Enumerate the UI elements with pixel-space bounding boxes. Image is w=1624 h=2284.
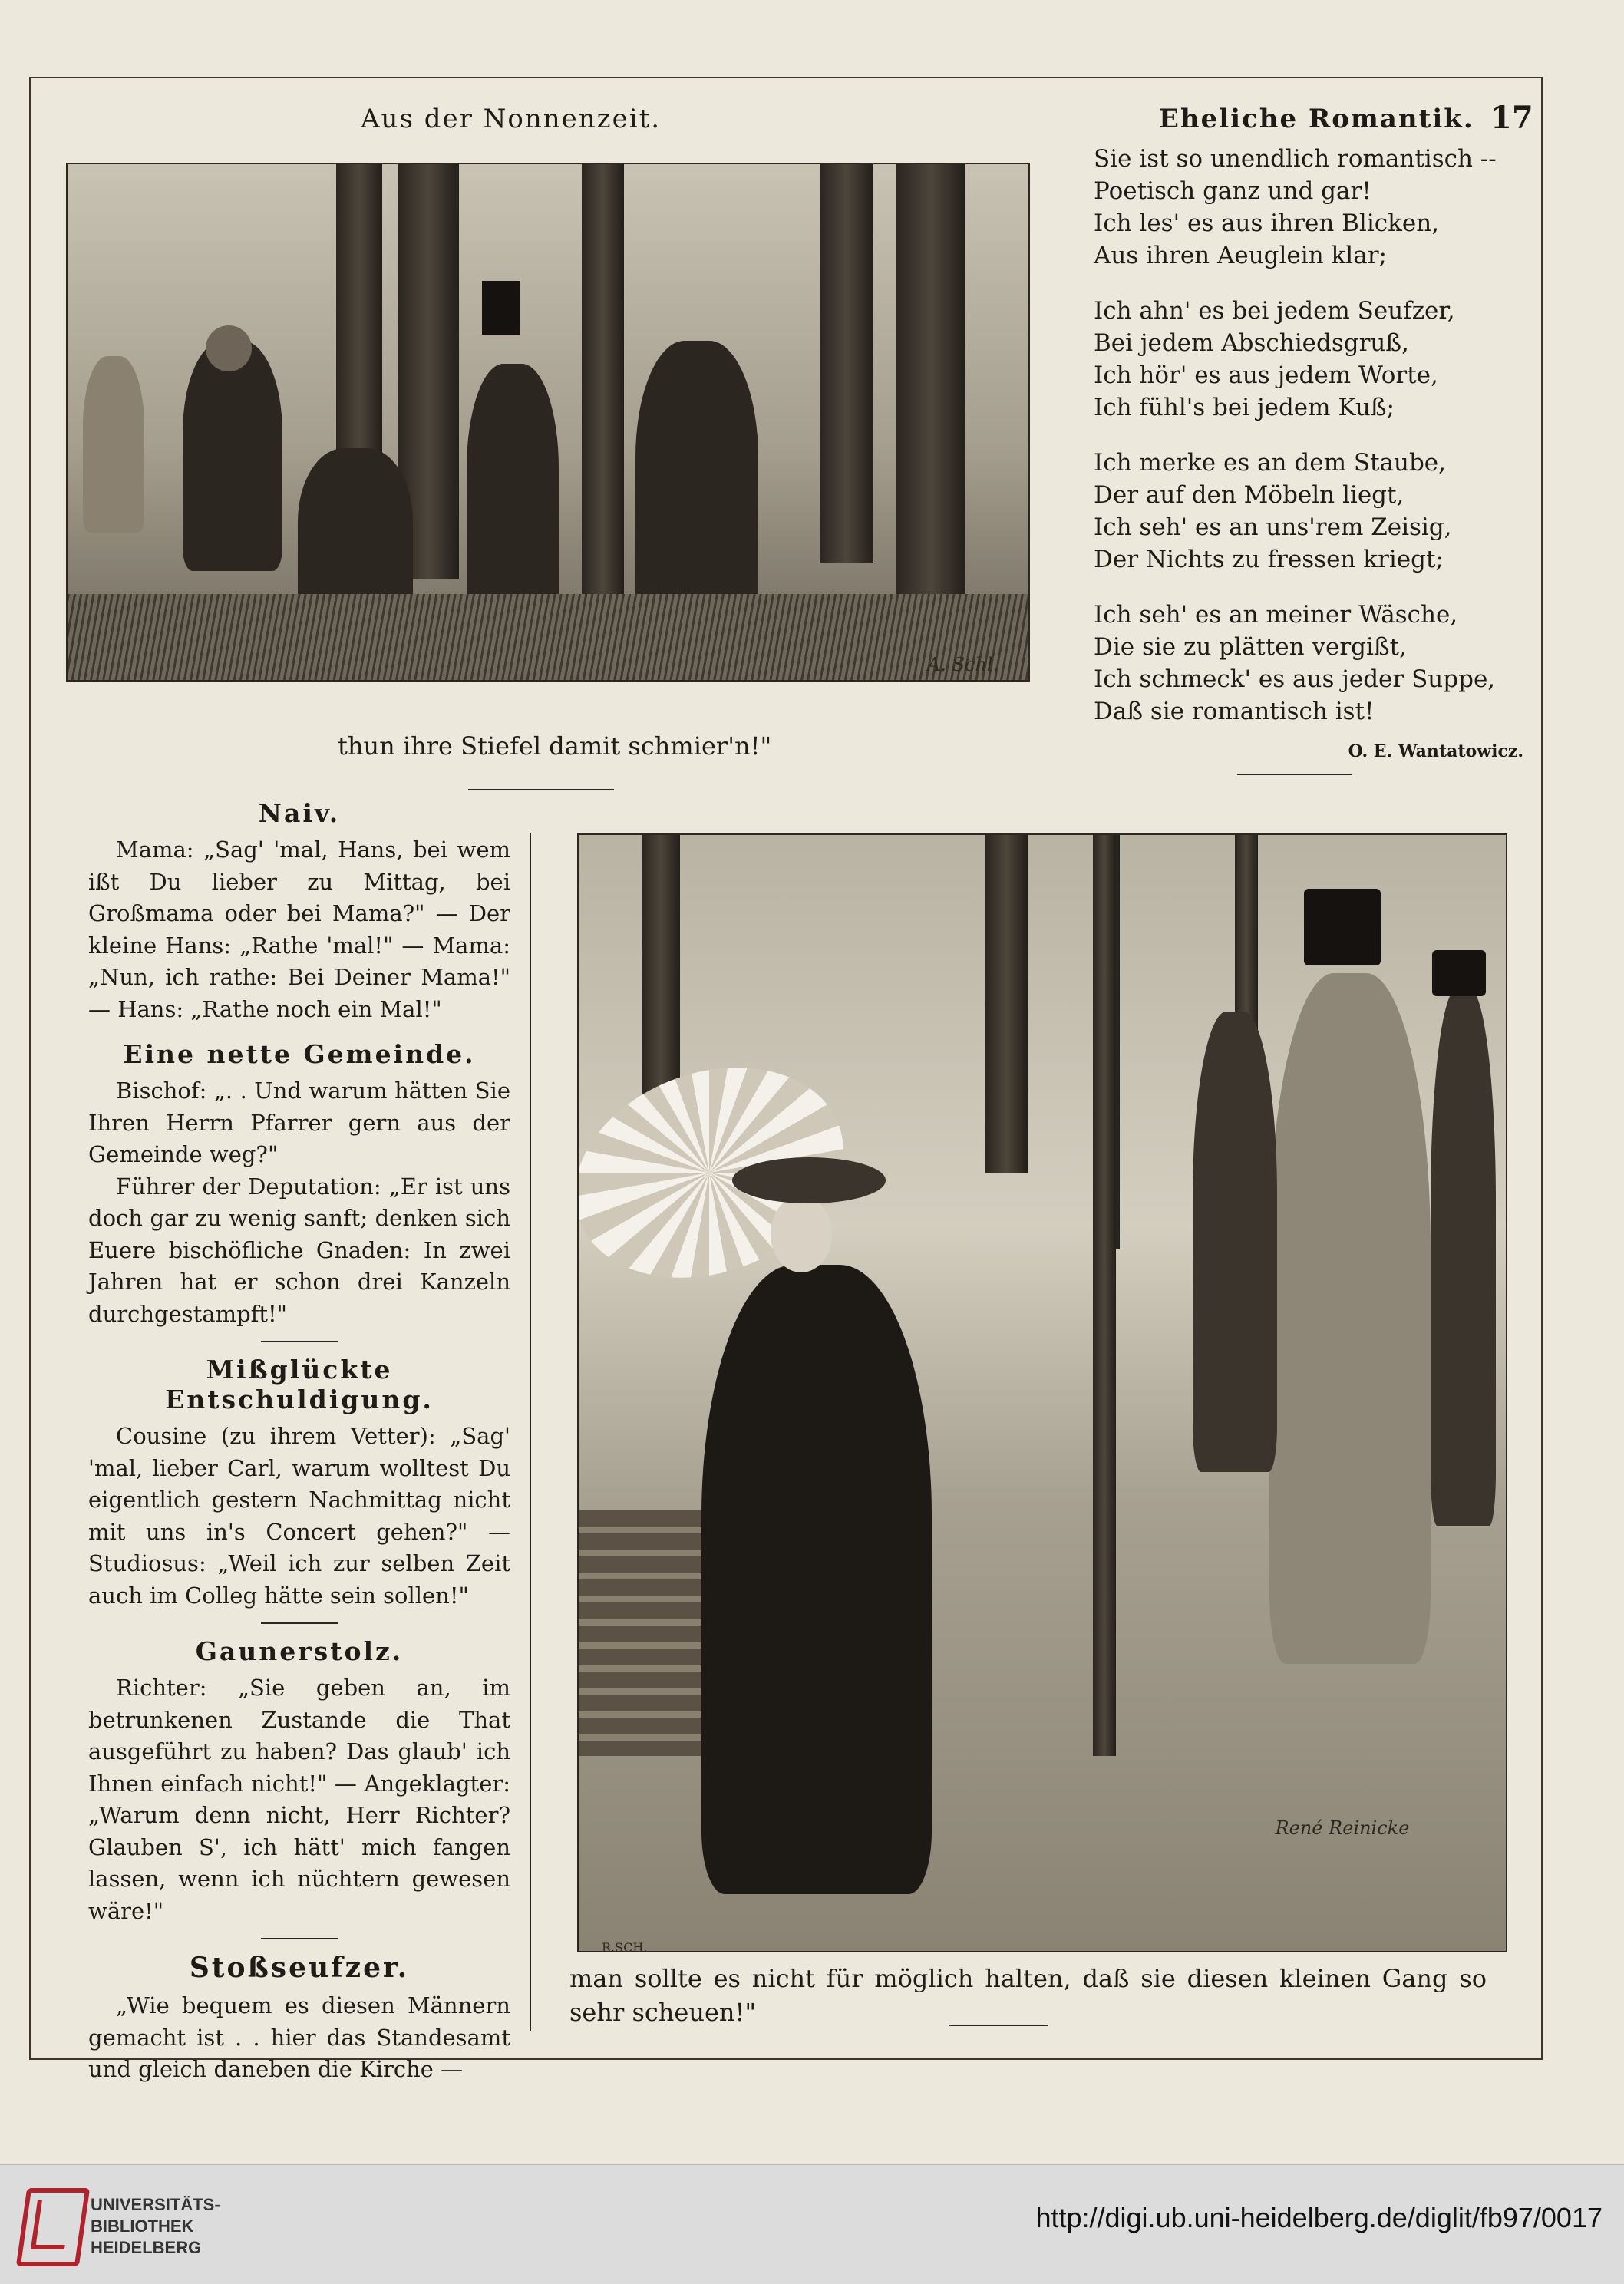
joke-text: Führer der Deputation: „Er ist uns doch gar zu wenig sanft; denken sich Euere bischöfliche Gnaden: In zwei Jahren hat er schon drei Kanzeln durchgestampft!" xyxy=(88,1173,510,1327)
top-hat xyxy=(1304,889,1381,965)
poem-line: Poetisch ganz und gar! xyxy=(1094,177,1371,205)
man-figure xyxy=(1193,1012,1277,1472)
tree-trunk xyxy=(642,835,680,1111)
library-name-line: BIBLIOTHEK xyxy=(91,2216,194,2236)
top-hat xyxy=(1432,950,1486,996)
poem-line: Daß sie romantisch ist! xyxy=(1094,698,1375,725)
library-name xyxy=(91,2194,220,2259)
poem-stanza xyxy=(1094,295,1523,424)
poem-stanza xyxy=(1094,599,1523,728)
distant-figure xyxy=(83,356,144,533)
caption-rule xyxy=(468,789,614,790)
man-figure xyxy=(635,341,758,632)
poem-line: Die sie zu plätten vergißt, xyxy=(1094,633,1407,661)
column-rule xyxy=(530,833,531,2031)
man-in-coat-figure xyxy=(1269,973,1431,1664)
poem-line: Ich schmeck' es aus jeder Suppe, xyxy=(1094,665,1496,693)
poem-author: O. E. Wantatowicz. xyxy=(1348,741,1523,761)
poem-line: Der auf den Möbeln liegt, xyxy=(1094,481,1404,509)
separator-rule xyxy=(261,1341,338,1342)
illustration-signature: A. Schl. xyxy=(927,654,999,675)
university-library-logo-icon xyxy=(16,2188,90,2266)
library-name-line: UNIVERSITÄTS- xyxy=(91,2195,220,2214)
poem-line: Bei jedem Abschiedsgruß, xyxy=(1094,329,1409,357)
top-illustration xyxy=(66,163,1030,682)
poem-line: Ich hör' es aus jedem Worte, xyxy=(1094,361,1438,389)
woman-hat xyxy=(732,1157,886,1203)
poem-line: Ich merke es an dem Staube, xyxy=(1094,449,1447,477)
man-head xyxy=(206,325,252,371)
joke-text: „Wie bequem es diesen Männern gemacht ist . . hier das Standesamt und gleich daneben die Kirche — xyxy=(88,1992,510,2082)
joke-text: Richter: „Sie geben an, im betrunkenen Zustande die That ausgeführt zu haben? Das glaub' ich Ihnen einfach nicht!" — Angeklagter: „Warum denn nicht, Herr Richter? Glauben S', ich hätt' mich fangen lassen, wenn ich nüchtern gewesen wäre!" xyxy=(88,1675,510,1924)
top-illustration-caption: thun ihre Stiefel damit schmier'n!" xyxy=(338,731,772,761)
lamp-post xyxy=(1093,835,1116,1756)
joke-title: Mißglückte Entschuldigung. xyxy=(165,1355,434,1414)
joke-title: Naiv. xyxy=(258,798,341,828)
poem-line: Ich seh' es an uns'rem Zeisig, xyxy=(1094,513,1452,541)
caption-rule xyxy=(949,2025,1048,2026)
woman-head xyxy=(771,1196,832,1272)
man-figure xyxy=(183,341,282,571)
poem-rule xyxy=(1237,774,1352,775)
source-url-link[interactable]: http://digi.ub.uni-heidelberg.de/diglit/fb97/0017 xyxy=(1035,2202,1603,2233)
footer-bar xyxy=(0,2164,1624,2284)
poem-line: Ich les' es aus ihren Blicken, xyxy=(1094,210,1440,237)
running-head-right: Eheliche Romantik. xyxy=(1159,104,1474,134)
jokes-column xyxy=(88,798,510,2086)
joke-text: Mama: „Sag' 'mal, Hans, bei wem ißt Du lieber zu Mittag, bei Großmama oder bei Mama?" — Der kleine Hans: „Rathe 'mal!" — Mama: „Nun, ich rathe: Bei Deiner Mama!" — Hans: „Rathe noch ein Mal!" xyxy=(88,837,510,1022)
poem-stanza xyxy=(1094,447,1523,576)
man-figure xyxy=(1431,989,1496,1526)
poem-line: Ich seh' es an meiner Wäsche, xyxy=(1094,601,1458,629)
tree-trunk xyxy=(820,164,873,563)
tree-trunk xyxy=(582,164,624,594)
grass xyxy=(68,594,1028,680)
poem-line: Sie ist so unendlich romantisch -- xyxy=(1094,145,1497,173)
poem-line: Ich fühl's bei jedem Kuß; xyxy=(1094,394,1395,421)
joke-title: Stoßseufzer. xyxy=(189,1952,410,1984)
tree-trunk xyxy=(896,164,965,594)
poem-line: Ich ahn' es bei jedem Seufzer, xyxy=(1094,297,1455,325)
separator-rule xyxy=(261,1938,338,1939)
woman-figure xyxy=(701,1265,932,1894)
joke-title: Eine nette Gemeinde. xyxy=(123,1039,476,1069)
joke-text: Bischof: „. . Und warum hätten Sie Ihren Herrn Pfarrer gern aus der Gemeinde weg?" xyxy=(88,1078,510,1167)
poem-stanza xyxy=(1094,143,1523,272)
page-number: 17 xyxy=(1490,100,1533,136)
poem-line: Der Nichts zu fressen kriegt; xyxy=(1094,546,1444,573)
running-head-left: Aus der Nonnenzeit. xyxy=(361,104,662,134)
joke-title: Gaunerstolz. xyxy=(195,1636,404,1666)
engraver-signature: R.SCH. xyxy=(602,1940,648,1952)
joke-text: Cousine (zu ihrem Vetter): „Sag' 'mal, lieber Carl, warum wolltest Du eigentlich gestern Nachmittag nicht mit uns in's Concert gehen?" — Studiosus: „Weil ich zur selben Zeit auch im Colleg hätte sein sollen!" xyxy=(88,1423,510,1609)
artist-signature: René Reinicke xyxy=(1275,1817,1410,1839)
tree-trunk xyxy=(985,835,1028,1173)
separator-rule xyxy=(261,1622,338,1624)
bottom-illustration-caption: man sollte es nicht für möglich halten, daß sie diesen kleinen Gang so sehr scheuen!" xyxy=(569,1964,1487,2027)
top-hat xyxy=(482,281,520,335)
man-figure xyxy=(467,364,559,625)
poem xyxy=(1094,143,1523,761)
bottom-illustration xyxy=(577,833,1507,1952)
poem-line: Aus ihren Aeuglein klar; xyxy=(1094,242,1387,269)
library-name-line: HEIDELBERG xyxy=(91,2238,202,2257)
